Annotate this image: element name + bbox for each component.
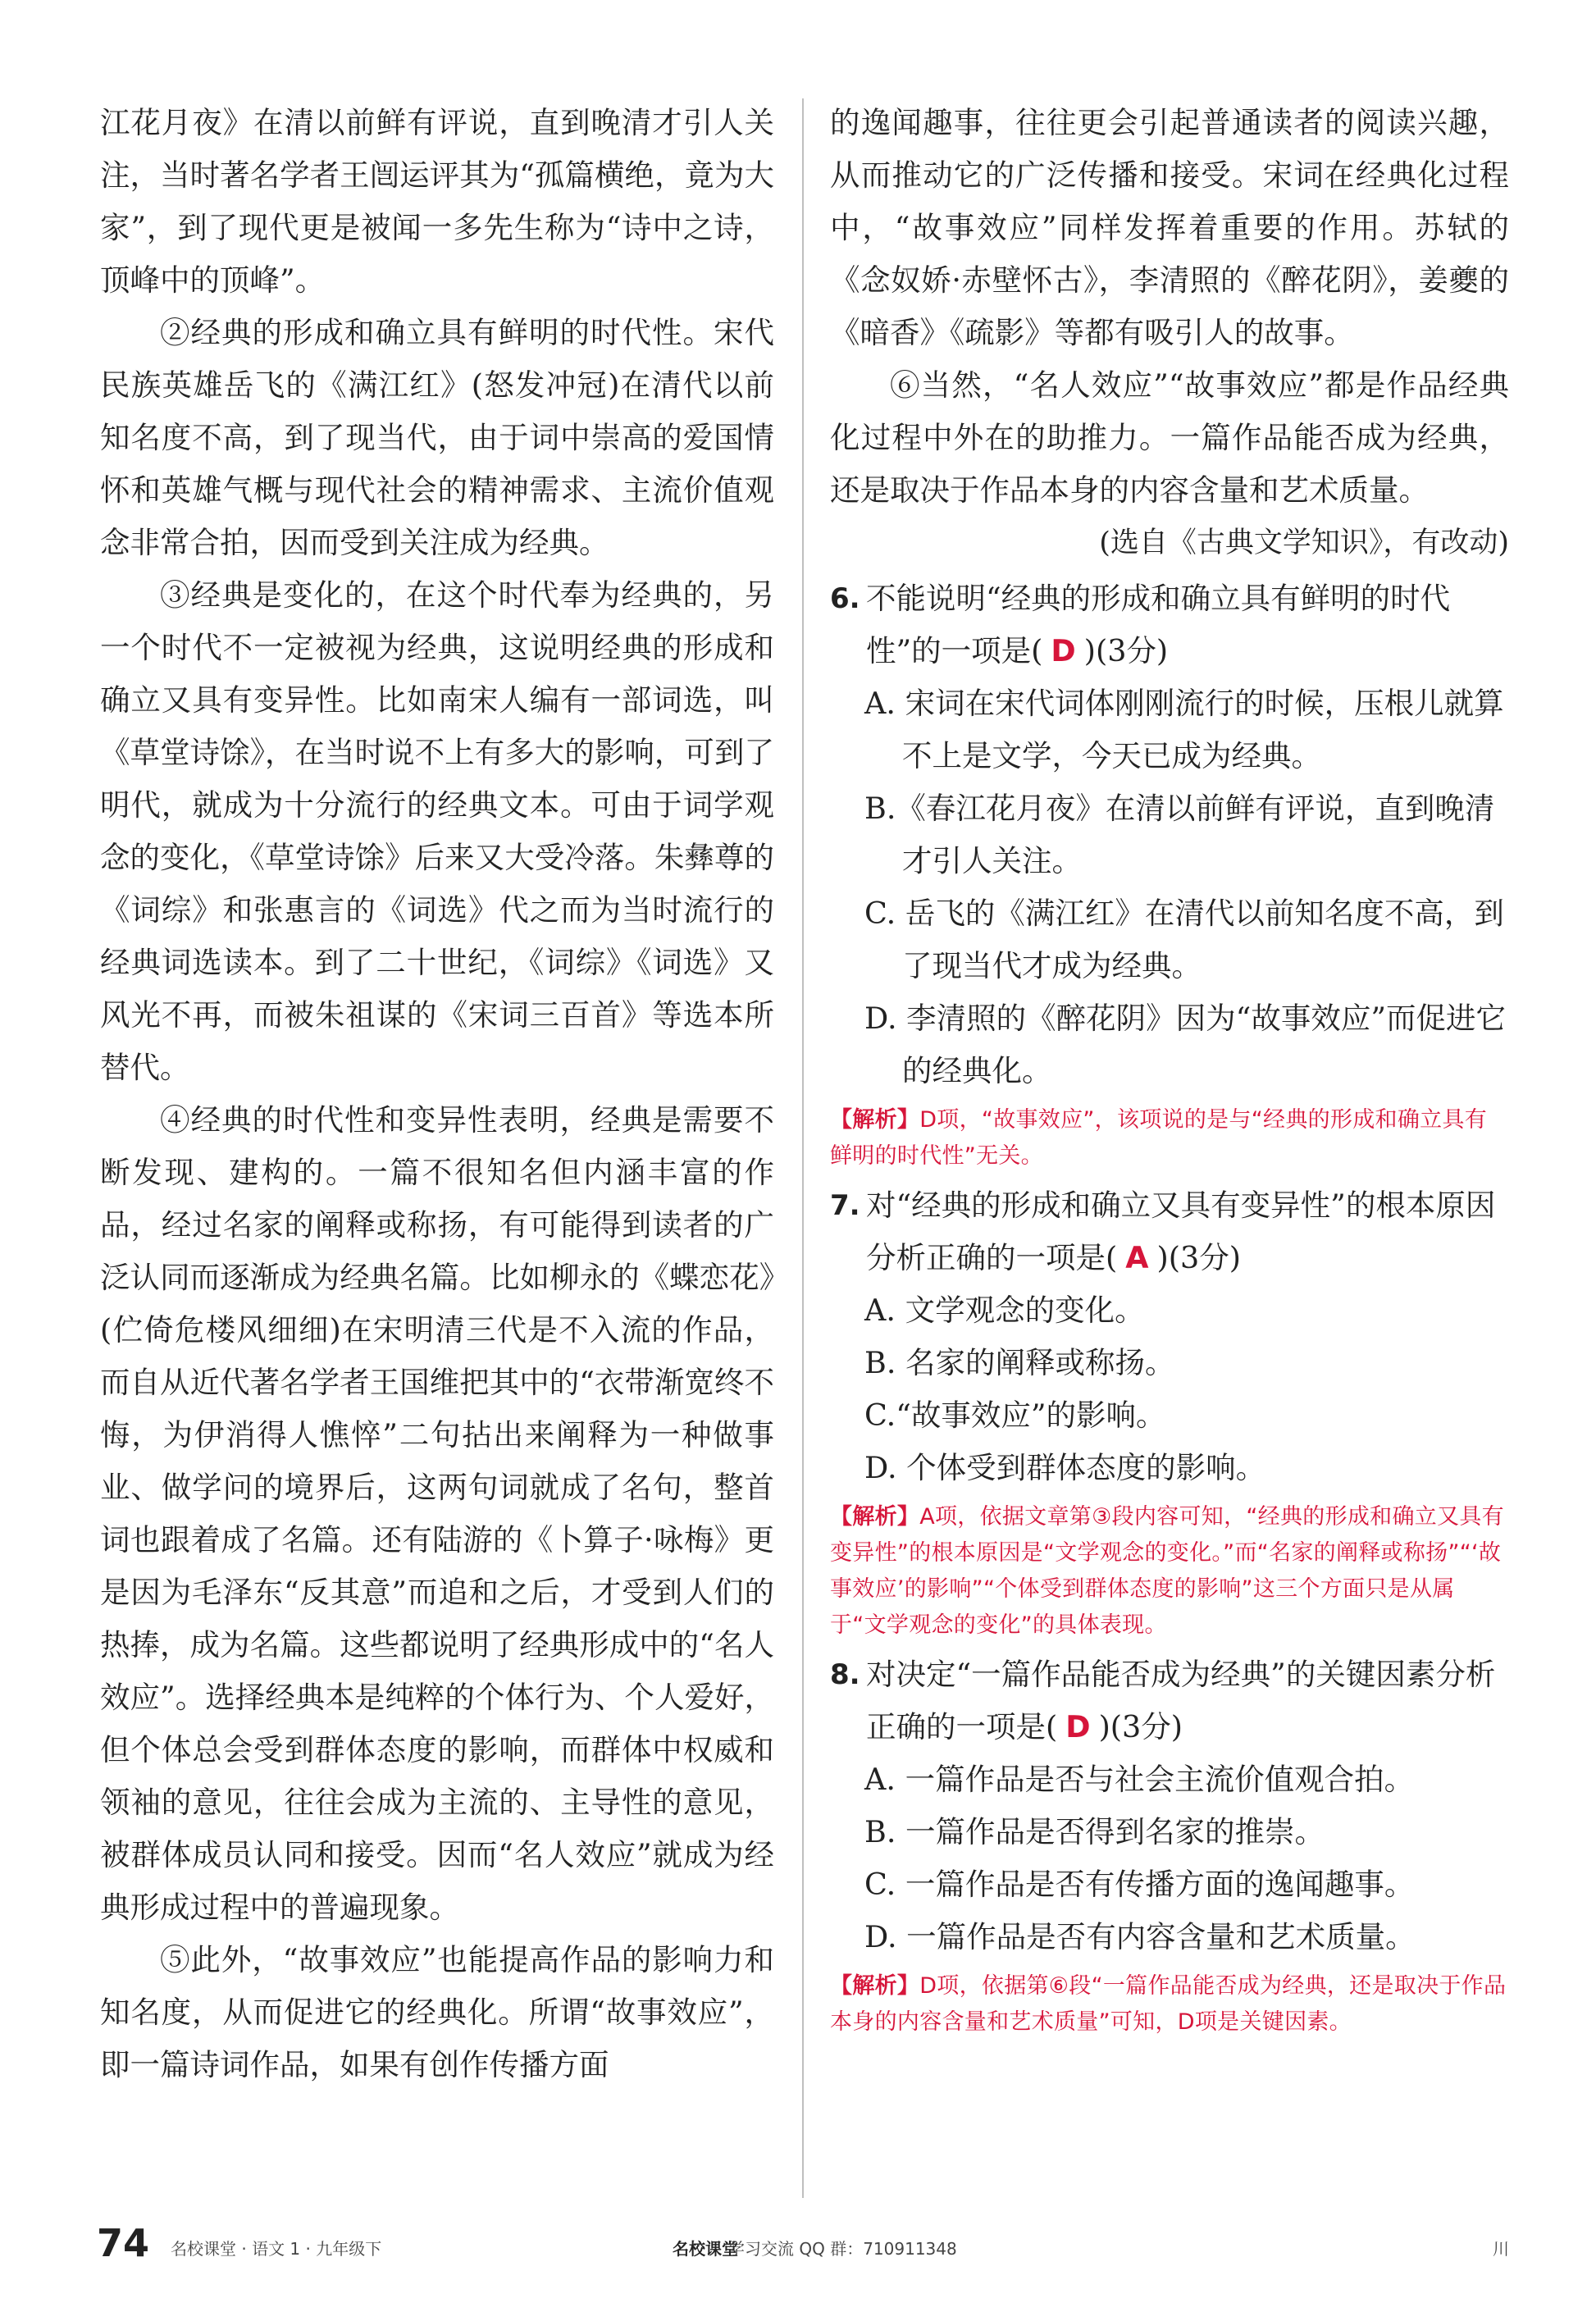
question-6-analysis [830,1102,1509,1174]
question-8 [830,1648,1509,2041]
question-8-analysis [830,1968,1509,2041]
question-8-option-a: A. 一篇作品是否与社会主流价值观合拍。 [864,1762,1415,1797]
question-6-analysis-tag: 【解析】 [830,1107,920,1133]
question-7-option-b: B. 名家的阐释或称扬。 [864,1345,1175,1380]
question-6 [830,572,1509,1174]
question-7-analysis-text: A项，依据文章第③段内容可知，“经典的形成和确立又具有变异性”的根本原因是“文学观念的变化。”而“名家的阐释或称扬”“‘故事效应’的影响”“个体受到群体态度的影响”这三个方面只是从属于“文学观念的变化”的具体表现。 [830,1504,1504,1638]
column-divider [802,98,804,2198]
left-column [100,97,774,2091]
question-7-option-c: C.“故事效应”的影响。 [864,1398,1166,1433]
passage-paragraph-4: ④经典的时代性和变异性表明，经典是需要不断发现、建构的。一篇不很知名但内涵丰富的作品，经过名家的阐释或称扬，有可能得到读者的广泛认同而逐渐成为经典名篇。比如柳永的《蝶恋花》(伫倚危楼风细细)在宋明清三代是不入流的作品，而自从近代著名学者王国维把其中的“衣带渐宽终不悔，为伊消得人憔悴”二句拈出来阐释为一种做事业、做学问的境界后，这两句词就成了名句，整首词也跟着成了名篇。还有陆游的《卜算子·咏梅》更是因为毛泽东“反其意”而追和之后，才受到人们的热捧，成为名篇。这些都说明了经典形成中的“名人效应”。选择经典本是纯粹的个体行为、个人爱好，但个体总会受到群体态度的影响，而群体中权威和领袖的意见，往往会成为主流的、主导性的意见，被群体成员认同和接受。因而“名人效应”就成为经典形成过程中的普遍现象。 [100,1102,774,1925]
passage-paragraph-6: ⑥当然，“名人效应”“故事效应”都是作品经典化过程中外在的助推力。一篇作品能否成为经典，还是取决于作品本身的内容含量和艺术质量。 [830,367,1509,508]
passage-paragraph-1-cont: 江花月夜》在清以前鲜有评说，直到晚清才引人关注，当时著名学者王闿运评其为“孤篇横绝，竟为大家”，到了现代更是被闻一多先生称为“诗中之诗，顶峰中的顶峰”。 [100,105,774,298]
question-8-analysis-text: D项，依据第⑥段“一篇作品能否成为经典，还是取决于作品本身的内容含量和艺术质量”可知，D项是关键因素。 [830,1973,1507,2035]
question-7-number: 7. [830,1189,860,1222]
qq-group: 学习交流 QQ 群：710911348 [728,2239,957,2259]
question-6-option-d: D. 李清照的《醉花阴》因为“故事效应”而促进它的经典化。 [864,1001,1506,1088]
question-6-option-a: A. 宋词在宋代词体刚刚流行的时候，压根儿就算不上是文学，今天已成为经典。 [864,686,1504,773]
question-7-option-d: D. 个体受到群体态度的影响。 [864,1450,1266,1485]
question-6-score: )(3分) [1083,633,1169,668]
question-8-option-c: C. 一篇作品是否有传播方面的逸闻趣事。 [864,1867,1415,1902]
question-6-number: 6. [830,582,860,615]
question-8-stem-text: 对决定“一篇作品能否成为经典”的关键因素分析正确的一项是( [866,1657,1496,1744]
question-6-answer: D [1051,633,1076,668]
question-6-stem [830,572,1509,677]
question-6-stem-text: 不能说明“经典的形成和确立具有鲜明的时代性”的一项是( [866,581,1451,668]
question-7-analysis-tag: 【解析】 [830,1504,920,1530]
right-column [830,97,1509,2045]
question-6-option-c: C. 岳飞的《满江红》在清代以前知名度不高，到了现当代才成为经典。 [864,896,1504,983]
question-8-stem [830,1648,1509,1753]
passage-paragraph-5-cont: 的逸闻趣事，往往更会引起普通读者的阅读兴趣，从而推动它的广泛传播和接受。宋词在经典化过程中，“故事效应”同样发挥着重要的作用。苏轼的《念奴娇·赤壁怀古》，李清照的《醉花阴》，姜夔的《暗香》《疏影》等都有吸引人的故事。 [830,105,1509,350]
brand-logo: 名校课堂 [673,2239,738,2259]
book-title: 名校课堂 · 语文 1 · 九年级下 [171,2239,382,2259]
passage-paragraph-5: ⑤此外，“故事效应”也能提高作品的影响力和知名度，从而促进它的经典化。所谓“故事效应”，即一篇诗词作品，如果有创作传播方面 [100,1942,774,2082]
question-7-stem [830,1179,1509,1284]
page-number: 74 [97,2221,150,2265]
question-7-option-a: A. 文学观念的变化。 [864,1293,1145,1328]
question-8-answer: D [1065,1709,1091,1744]
question-8-option-b: B. 一篇作品是否得到名家的推崇。 [864,1814,1325,1849]
question-6-analysis-text: D项，“故事效应”，该项说的是与“经典的形成和确立具有鲜明的时代性”无关。 [830,1107,1488,1169]
question-7-stem-text: 对“经典的形成和确立又具有变异性”的根本原因分析正确的一项是( [866,1188,1496,1275]
question-7-score: )(3分) [1156,1240,1241,1275]
passage-paragraph-2: ②经典的形成和确立具有鲜明的时代性。宋代民族英雄岳飞的《满江红》(怒发冲冠)在清代以前知名度不高，到了现当代，由于词中崇高的爱国情怀和英雄气概与现代社会的精神需求、主流价值观念非常合拍，因而受到关注成为经典。 [100,315,774,560]
question-8-score: )(3分) [1098,1709,1183,1744]
page-footer [0,2221,1596,2270]
question-8-number: 8. [830,1658,860,1691]
question-8-option-d: D. 一篇作品是否有内容含量和艺术质量。 [864,1919,1416,1954]
region-mark: 川 [1493,2239,1509,2259]
question-7 [830,1179,1509,1644]
question-8-analysis-tag: 【解析】 [830,1973,920,1999]
source-note: (选自《古典文学知识》，有改动) [1099,527,1509,559]
question-7-answer: A [1125,1240,1149,1275]
question-7-analysis [830,1499,1509,1644]
passage-paragraph-3: ③经典是变化的，在这个时代奉为经典的，另一个时代不一定被视为经典，这说明经典的形成和确立又具有变异性。比如南宋人编有一部词选，叫《草堂诗馀》，在当时说不上有多大的影响，可到了明代，就成为十分流行的经典文本。可由于词学观念的变化，《草堂诗馀》后来又大受冷落。朱彝尊的《词综》和张惠言的《词选》代之而为当时流行的经典词选读本。到了二十世纪，《词综》《词选》又风光不再，而被朱祖谋的《宋词三百首》等选本所替代。 [100,577,774,1085]
question-6-option-b: B.《春江花月夜》在清以前鲜有评说，直到晚清才引人关注。 [864,791,1495,878]
